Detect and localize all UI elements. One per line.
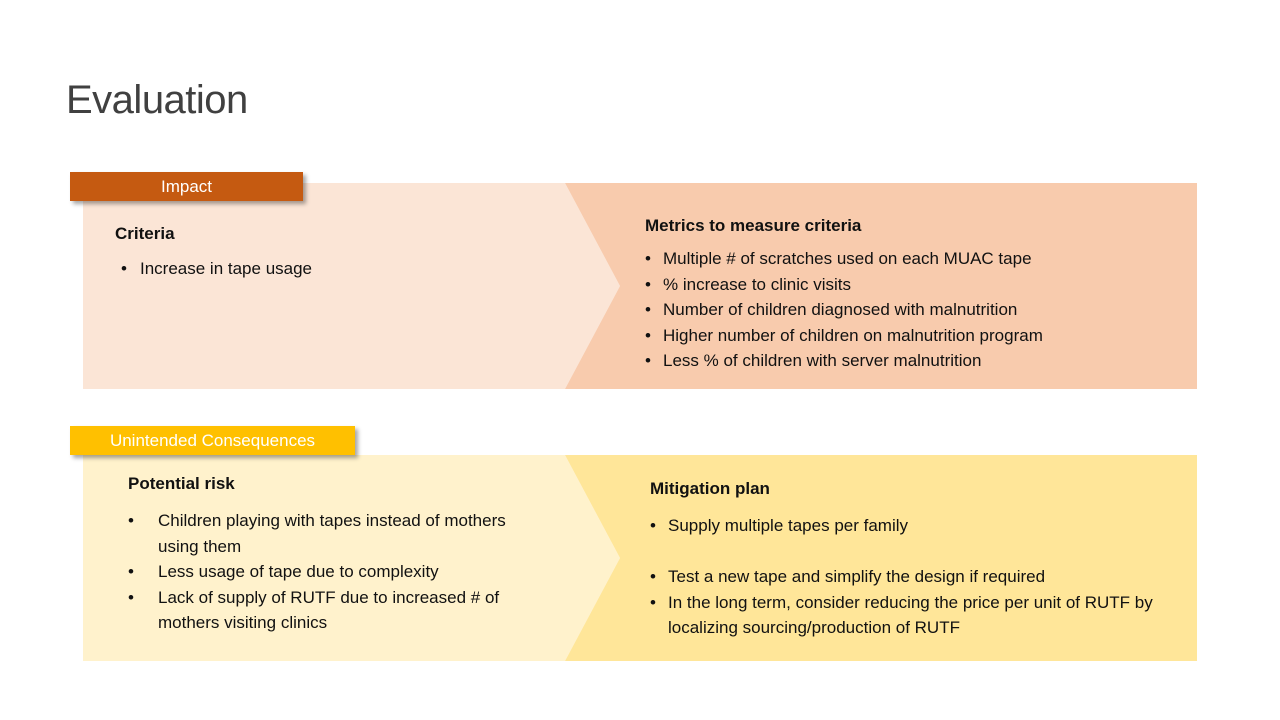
impact-criteria-area (83, 183, 620, 389)
metrics-item: • Less % of children with server malnutrition (645, 348, 1185, 374)
mitigation-heading: Mitigation plan (650, 479, 770, 498)
mitigation-list (650, 513, 1190, 641)
metrics-item: • Higher number of children on malnutrition program (645, 323, 1185, 349)
risk-heading: Potential risk (128, 474, 235, 493)
risk-item: • Children playing with tapes instead of mothers using them (128, 508, 548, 559)
metrics-item: • % increase to clinic visits (645, 272, 1185, 298)
slide-title: Evaluation (66, 78, 248, 122)
criteria-item: • Increase in tape usage (120, 256, 540, 282)
unintended-consequences-tag: Unintended Consequences (70, 426, 355, 455)
risk-item: • Less usage of tape due to complexity (128, 559, 548, 585)
criteria-heading: Criteria (115, 224, 175, 243)
metrics-list (645, 246, 1185, 374)
mitigation-item: • Supply multiple tapes per family (650, 513, 1190, 539)
mitigation-item: • Test a new tape and simplify the design if required (650, 564, 1190, 590)
risk-list (128, 508, 548, 636)
impact-tag: Impact (70, 172, 303, 201)
criteria-list (120, 256, 540, 282)
metrics-item: • Number of children diagnosed with malnutrition (645, 297, 1185, 323)
metrics-heading: Metrics to measure criteria (645, 216, 862, 235)
risk-item: • Lack of supply of RUTF due to increased # of mothers visiting clinics (128, 585, 548, 636)
mitigation-item: • In the long term, consider reducing the price per unit of RUTF by localizing sourcing/production of RUTF (650, 590, 1190, 641)
metrics-item: • Multiple # of scratches used on each MUAC tape (645, 246, 1185, 272)
